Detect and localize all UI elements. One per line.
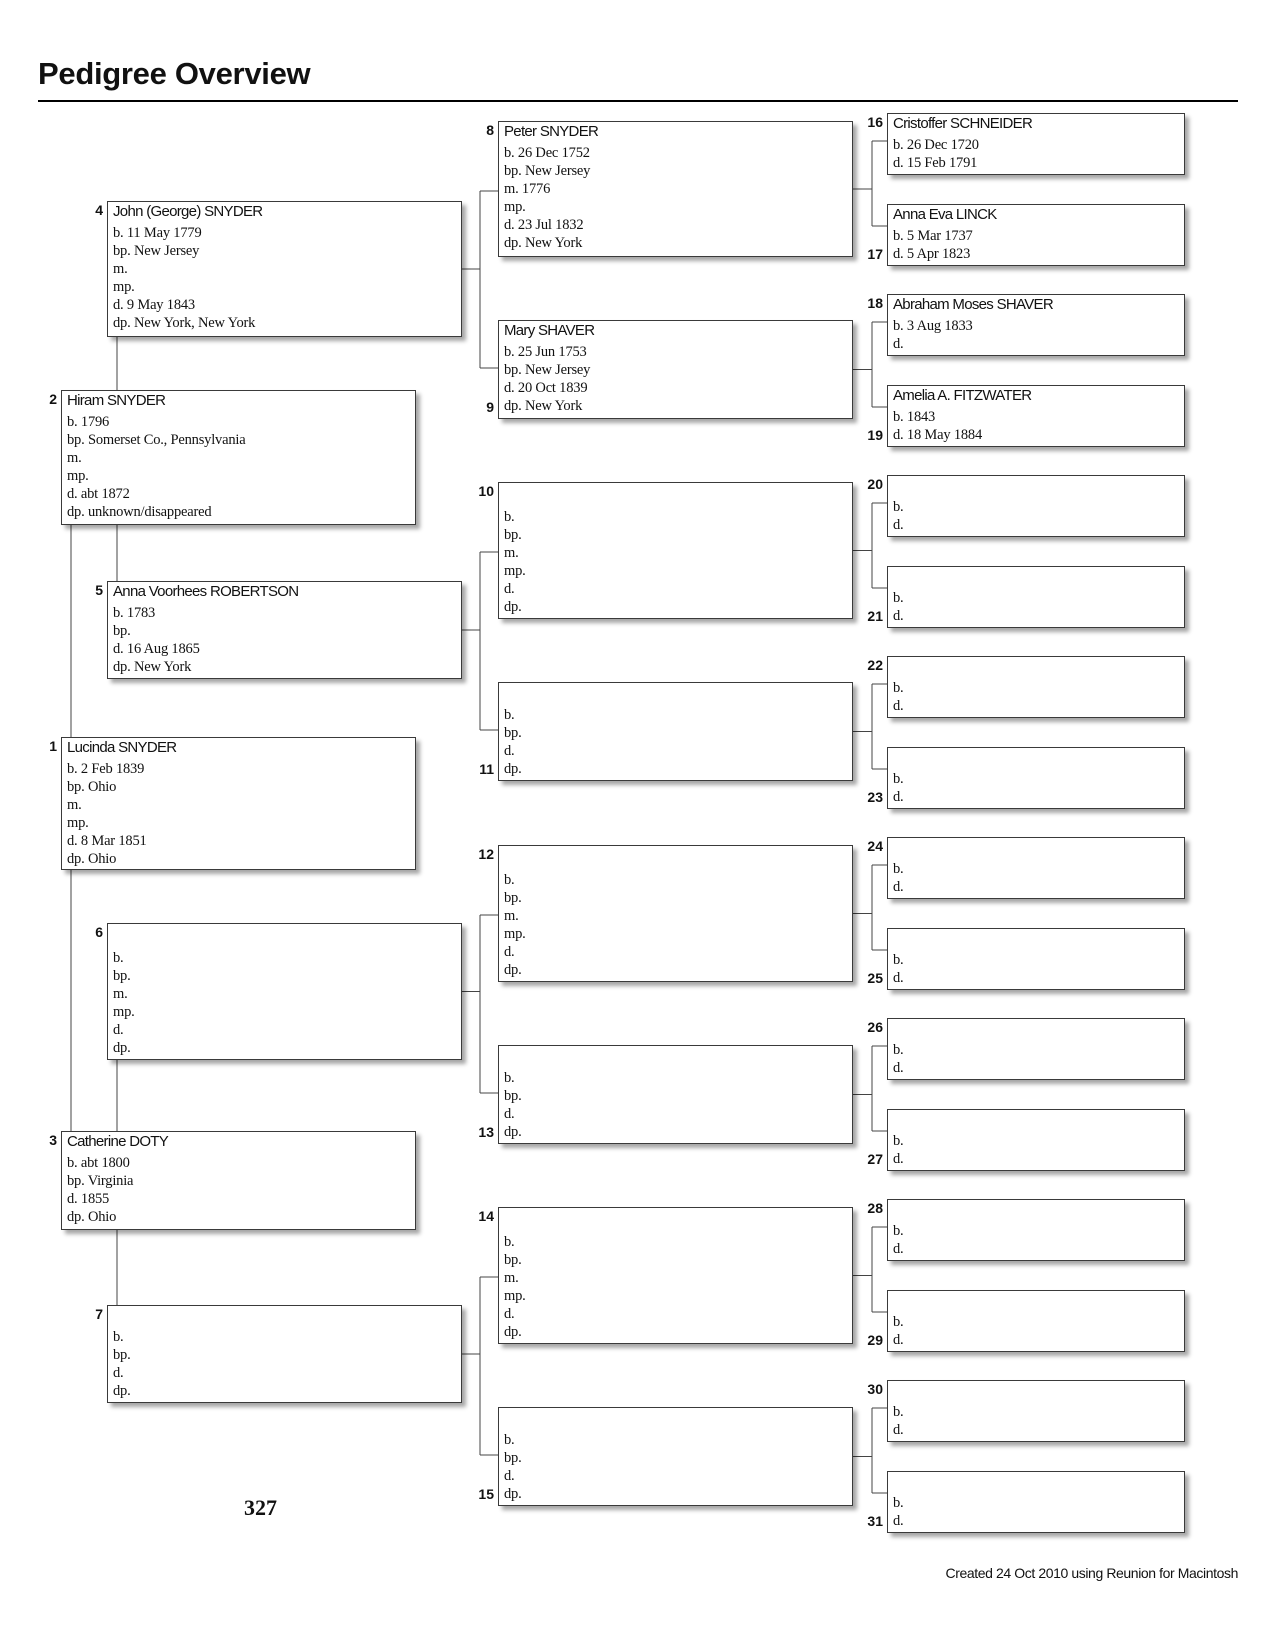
person-number: 26 [867, 1019, 883, 1035]
person-detail-line: b. [504, 1070, 515, 1086]
person-detail-line: bp. [113, 623, 131, 639]
person-detail-line: dp. [504, 962, 522, 978]
person-detail-line: d. 15 Feb 1791 [893, 155, 978, 171]
person-detail-line: d. 20 Oct 1839 [504, 380, 588, 396]
person-detail-line: b. 1783 [113, 605, 156, 621]
person-detail-line: bp. [504, 725, 522, 741]
person-detail-line: b. [893, 861, 904, 877]
person-number: 28 [867, 1200, 883, 1216]
person-name: Peter SNYDER [504, 123, 599, 140]
person-box-2[interactable] [61, 390, 416, 525]
person-detail-line: bp. [504, 890, 522, 906]
person-detail-line: d. [893, 1332, 904, 1348]
person-number: 19 [867, 427, 883, 443]
person-box-28[interactable] [887, 1199, 1185, 1261]
person-name: Mary SHAVER [504, 322, 595, 339]
person-detail-line: dp. Ohio [67, 851, 117, 867]
person-detail-line: b. abt 1800 [67, 1155, 130, 1171]
person-detail-line: m. [67, 797, 82, 813]
person-detail-line: d. [504, 1106, 515, 1122]
person-box-23[interactable] [887, 747, 1185, 809]
person-detail-line: bp. [504, 527, 522, 543]
person-detail-line: b. 26 Dec 1720 [893, 137, 979, 153]
person-name: Catherine DOTY [67, 1133, 169, 1150]
person-name: Anna Voorhees ROBERTSON [113, 583, 299, 600]
person-detail-line: d. [893, 1060, 904, 1076]
person-detail-line: d. [893, 789, 904, 805]
person-box-30[interactable] [887, 1380, 1185, 1442]
person-detail-line: d. [893, 336, 904, 352]
person-detail-line: bp. [113, 968, 131, 984]
person-box-7[interactable] [107, 1305, 462, 1403]
person-number: 15 [478, 1486, 494, 1502]
person-detail-line: b. [893, 1042, 904, 1058]
person-detail-line: d. 23 Jul 1832 [504, 217, 584, 233]
person-detail-line: b. [504, 707, 515, 723]
person-number: 16 [867, 114, 883, 130]
person-detail-line: mp. [67, 468, 89, 484]
person-detail-line: m. [113, 986, 128, 1002]
person-number: 1 [49, 738, 57, 754]
person-detail-line: mp. [504, 926, 526, 942]
person-detail-line: b. [893, 499, 904, 515]
person-number: 3 [49, 1132, 57, 1148]
person-number: 2 [49, 391, 57, 407]
person-detail-line: dp. [504, 599, 522, 615]
person-number: 17 [867, 246, 883, 262]
person-name: Abraham Moses SHAVER [893, 296, 1053, 313]
person-number: 30 [867, 1381, 883, 1397]
person-detail-line: dp. [504, 761, 522, 777]
person-detail-line: b. [893, 680, 904, 696]
person-box-4[interactable] [107, 201, 462, 337]
person-box-18[interactable] [887, 294, 1185, 356]
person-detail-line: mp. [504, 199, 526, 215]
person-detail-line: b. [893, 1223, 904, 1239]
person-detail-line: dp. New York [113, 659, 192, 675]
page-title: Pedigree Overview [38, 56, 311, 91]
person-box-17[interactable] [887, 204, 1185, 266]
person-detail-line: d. [504, 1306, 515, 1322]
person-detail-line: b. 11 May 1779 [113, 225, 202, 241]
person-box-11[interactable] [498, 682, 853, 781]
person-detail-line: b. [504, 872, 515, 888]
person-detail-line: dp. New York, New York [113, 315, 256, 331]
person-detail-line: b. [504, 1234, 515, 1250]
person-box-12[interactable] [498, 845, 853, 982]
person-detail-line: b. [893, 1133, 904, 1149]
person-detail-line: dp. New York [504, 235, 583, 251]
person-detail-line: bp. Somerset Co., Pennsylvania [67, 432, 246, 448]
person-number: 23 [867, 789, 883, 805]
person-name: John (George) SNYDER [113, 203, 263, 220]
person-detail-line: bp. [113, 1347, 131, 1363]
person-detail-line: dp. Ohio [67, 1209, 117, 1225]
person-detail-line: d. 18 May 1884 [893, 427, 983, 443]
person-box-31[interactable] [887, 1471, 1185, 1533]
person-box-9[interactable] [498, 320, 853, 419]
person-detail-line: b. [893, 1314, 904, 1330]
person-detail-line: mp. [504, 1288, 526, 1304]
person-number: 5 [95, 582, 103, 598]
person-detail-line: dp. [504, 1486, 522, 1502]
person-box-3[interactable] [61, 1131, 416, 1230]
person-detail-line: b. 5 Mar 1737 [893, 228, 973, 244]
person-detail-line: dp. [113, 1040, 131, 1056]
person-detail-line: d. [113, 1365, 124, 1381]
person-detail-line: b. 26 Dec 1752 [504, 145, 590, 161]
person-box-24[interactable] [887, 837, 1185, 899]
person-box-19[interactable] [887, 385, 1185, 447]
person-detail-line: b. [113, 1329, 124, 1345]
person-box-27[interactable] [887, 1109, 1185, 1171]
person-box-26[interactable] [887, 1018, 1185, 1080]
person-detail-line: m. 1776 [504, 181, 551, 197]
person-detail-line: b. [504, 509, 515, 525]
person-box-20[interactable] [887, 475, 1185, 537]
person-detail-line: b. [893, 952, 904, 968]
person-number: 9 [486, 399, 494, 415]
person-detail-line: d. [113, 1022, 124, 1038]
person-box-16[interactable] [887, 113, 1185, 175]
person-detail-line: d. [893, 1151, 904, 1167]
person-box-8[interactable] [498, 121, 853, 257]
person-number: 24 [867, 838, 883, 854]
person-box-13[interactable] [498, 1045, 853, 1144]
person-detail-line: dp. New York [504, 398, 583, 414]
person-detail-line: bp. [504, 1252, 522, 1268]
person-detail-line: b. [893, 590, 904, 606]
person-number: 7 [95, 1306, 103, 1322]
person-number: 6 [95, 924, 103, 940]
person-detail-line: d. abt 1872 [67, 486, 130, 502]
person-detail-line: b. 1796 [67, 414, 110, 430]
person-detail-line: d. 1855 [67, 1191, 110, 1207]
person-box-22[interactable] [887, 656, 1185, 718]
person-detail-line: bp. [504, 1088, 522, 1104]
person-number: 18 [867, 295, 883, 311]
person-box-29[interactable] [887, 1290, 1185, 1352]
person-detail-line: d. [504, 944, 515, 960]
person-detail-line: m. [113, 261, 128, 277]
person-box-14[interactable] [498, 1207, 853, 1344]
person-number: 13 [478, 1124, 494, 1140]
person-detail-line: d. [893, 879, 904, 895]
person-detail-line: d. 9 May 1843 [113, 297, 195, 313]
person-name: Anna Eva LINCK [893, 206, 997, 223]
person-detail-line: mp. [67, 815, 89, 831]
person-detail-line: bp. Virginia [67, 1173, 134, 1189]
person-detail-line: m. [67, 450, 82, 466]
person-number: 4 [95, 202, 103, 218]
person-number: 20 [867, 476, 883, 492]
person-detail-line: m. [504, 908, 519, 924]
person-name: Amelia A. FITZWATER [893, 387, 1032, 404]
person-detail-line: b. [504, 1432, 515, 1448]
person-number: 31 [867, 1513, 883, 1529]
person-detail-line: d. [893, 608, 904, 624]
person-detail-line: d. 5 Apr 1823 [893, 246, 971, 262]
person-detail-line: dp. [113, 1383, 131, 1399]
person-box-10[interactable] [498, 482, 853, 619]
person-number: 8 [486, 122, 494, 138]
person-detail-line: dp. [504, 1324, 522, 1340]
person-number: 12 [478, 846, 494, 862]
person-number: 11 [479, 761, 494, 777]
person-number: 21 [867, 608, 883, 624]
person-detail-line: b. 1843 [893, 409, 936, 425]
person-detail-line: d. [504, 1468, 515, 1484]
person-detail-line: b. [113, 950, 124, 966]
person-detail-line: bp. Ohio [67, 779, 117, 795]
person-detail-line: b. 25 Jun 1753 [504, 344, 587, 360]
person-name: Cristoffer SCHNEIDER [893, 115, 1033, 132]
person-detail-line: d. 8 Mar 1851 [67, 833, 147, 849]
person-detail-line: bp. New Jersey [504, 362, 591, 378]
person-name: Lucinda SNYDER [67, 739, 177, 756]
person-number: 27 [867, 1151, 883, 1167]
person-detail-line: mp. [504, 563, 526, 579]
person-detail-line: d. [893, 970, 904, 986]
person-detail-line: d. [893, 1513, 904, 1529]
person-detail-line: d. [893, 698, 904, 714]
person-detail-line: m. [504, 545, 519, 561]
person-detail-line: bp. New Jersey [113, 243, 200, 259]
person-box-5[interactable] [107, 581, 462, 679]
page-number: 327 [244, 1495, 277, 1520]
person-detail-line: dp. unknown/disappeared [67, 504, 212, 520]
person-number: 29 [867, 1332, 883, 1348]
person-detail-line: d. [893, 1241, 904, 1257]
person-box-15[interactable] [498, 1407, 853, 1506]
person-name: Hiram SNYDER [67, 392, 166, 409]
person-detail-line: d. [504, 743, 515, 759]
person-detail-line: d. 16 Aug 1865 [113, 641, 200, 657]
person-box-25[interactable] [887, 928, 1185, 990]
person-detail-line: bp. New Jersey [504, 163, 591, 179]
person-box-6[interactable] [107, 923, 462, 1060]
person-detail-line: mp. [113, 279, 135, 295]
person-detail-line: d. [504, 581, 515, 597]
person-number: 25 [867, 970, 883, 986]
person-detail-line: dp. [504, 1124, 522, 1140]
person-detail-line: b. 2 Feb 1839 [67, 761, 145, 777]
person-detail-line: d. [893, 517, 904, 533]
footer-credit: Created 24 Oct 2010 using Reunion for Macintosh [945, 1565, 1238, 1581]
person-box-1[interactable] [61, 737, 416, 870]
person-number: 14 [478, 1208, 494, 1224]
person-number: 10 [478, 483, 494, 499]
person-detail-line: bp. [504, 1450, 522, 1466]
person-number: 22 [867, 657, 883, 673]
person-detail-line: b. [893, 771, 904, 787]
person-box-21[interactable] [887, 566, 1185, 628]
person-detail-line: m. [504, 1270, 519, 1286]
person-detail-line: b. [893, 1495, 904, 1511]
person-detail-line: b. [893, 1404, 904, 1420]
person-detail-line: b. 3 Aug 1833 [893, 318, 973, 334]
person-detail-line: mp. [113, 1004, 135, 1020]
person-detail-line: d. [893, 1422, 904, 1438]
